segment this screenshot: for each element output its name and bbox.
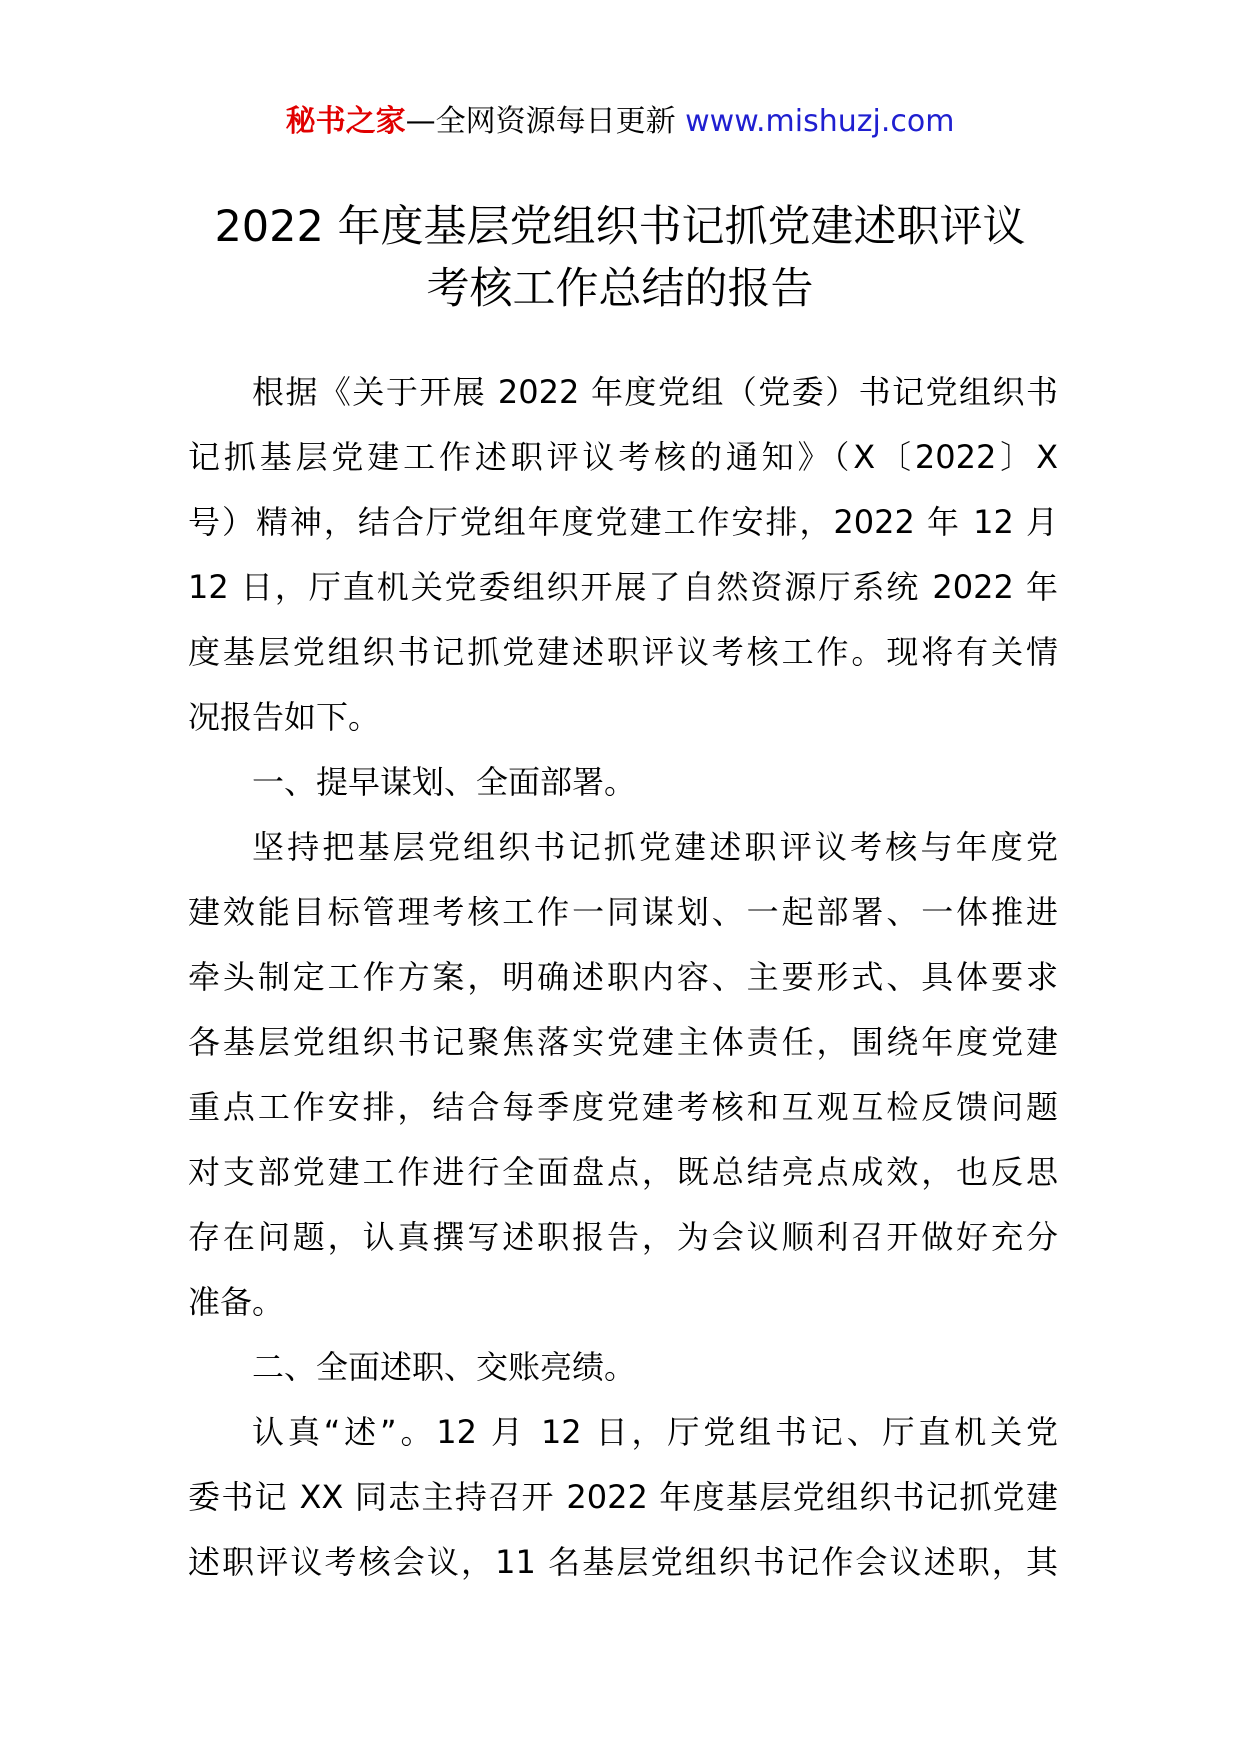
title-line-1: 2022 年度基层党组织书记抓党建述职评议: [214, 202, 1026, 252]
body-line: 对支部党建工作进行全面盘点，既总结亮点成效，也反思: [188, 1153, 1058, 1191]
body-line: 准备。: [188, 1283, 285, 1321]
document-body: [188, 360, 1058, 1595]
title-line-2: 考核工作总结的报告: [426, 264, 814, 314]
header-tagline: —全网资源每日更新: [405, 104, 686, 139]
body-line: 牵头制定工作方案，明确述职内容、主要形式、具体要求: [188, 958, 1058, 996]
body-line: 记抓基层党建工作述职评议考核的通知》（X〔2022〕X: [188, 438, 1058, 476]
body-line: 况报告如下。: [188, 698, 381, 736]
body-line: 各基层党组织书记聚焦落实党建主体责任，围绕年度党建: [188, 1023, 1058, 1061]
body-line: 存在问题，认真撰写述职报告，为会议顺利召开做好充分: [188, 1218, 1058, 1256]
body-line: 重点工作安排，结合每季度党建考核和互观互检反馈问题: [188, 1088, 1058, 1126]
body-line: 一、提早谋划、全面部署。: [252, 763, 637, 801]
body-line: 述职评议考核会议，11 名基层党组织书记作会议述职，其: [188, 1543, 1058, 1581]
header-url-link[interactable]: www.mishuzj.com: [685, 104, 955, 139]
body-line: 建效能目标管理考核工作一同谋划、一起部署、一体推进: [188, 893, 1058, 931]
body-line: 号）精神，结合厅党组年度党建工作安排，2022 年 12 月: [188, 503, 1058, 541]
body-line: 坚持把基层党组织书记抓党建述职评议考核与年度党: [252, 828, 1058, 866]
body-line: 根据《关于开展 2022 年度党组（党委）书记党组织书: [252, 373, 1058, 411]
body-line: 12 日，厅直机关党委组织开展了自然资源厅系统 2022 年: [188, 568, 1058, 606]
site-header: [0, 100, 1240, 144]
body-line: 度基层党组织书记抓党建述职评议考核工作。现将有关情: [188, 633, 1058, 671]
body-line: 委书记 XX 同志主持召开 2022 年度基层党组织书记抓党建: [188, 1478, 1058, 1516]
document-title: [120, 196, 1120, 320]
brand-name: 秘书之家: [285, 104, 406, 139]
body-line: 二、全面述职、交账亮绩。: [252, 1348, 637, 1386]
body-line: 认真“述”。12 月 12 日，厅党组书记、厅直机关党: [252, 1413, 1058, 1451]
